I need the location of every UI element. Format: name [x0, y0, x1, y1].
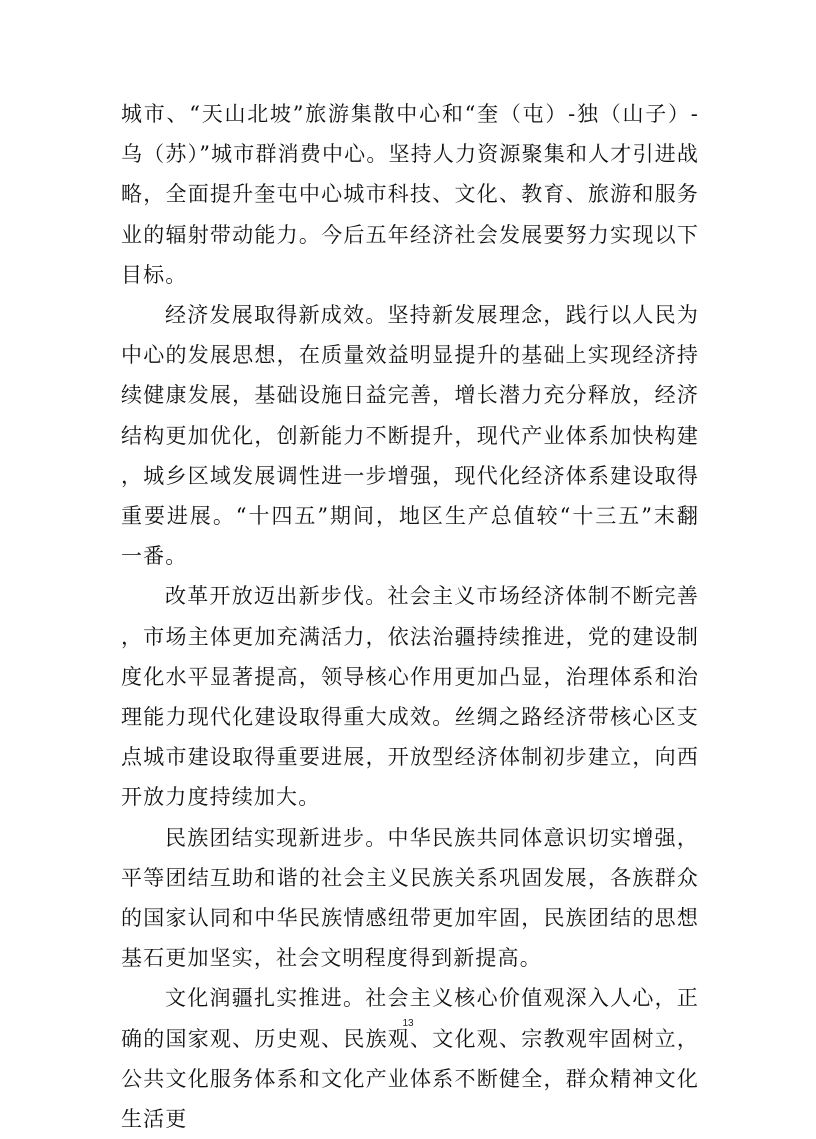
- paragraph-text: 城市、“天山北坡”旅游集散中心和“奎（屯）-独（山子）-乌（苏）”城市群消费中心。坚持人力资源聚集和人才引进战略，全面提升奎屯中心城市科技、文化、教育、旅游和服务业的辐射带动能力。今后五年经济社会发展要努力实现以下目标。: [121, 102, 699, 287]
- paragraph-reform-opening: [121, 576, 699, 817]
- paragraph-text: 中华民族共同体意识切实增强，平等团结互助和谐的社会主义民族关系巩固发展，各族群众的国家认同和中华民族情感纽带更加牢固，民族团结的思想基石更加坚实，社会文明程度得到新提高。: [121, 825, 699, 971]
- paragraph-text: 社会主义核心价值观深入人心，正确的国家观、历史观、民族观、文化观、宗教观牢固树立，公共文化服务体系和文化产业体系不断健全，群众精神文化生活更: [121, 986, 700, 1132]
- paragraph-economic-development: [121, 295, 699, 576]
- paragraph-lead: 改革开放迈出新步伐。: [165, 584, 388, 609]
- paragraph-lead: 经济发展取得新成效。: [165, 303, 388, 328]
- document-body: [121, 94, 699, 1139]
- paragraph-lead: 民族团结实现新进步。: [165, 825, 388, 850]
- paragraph-lead: 文化润疆扎实推进。: [165, 986, 366, 1011]
- paragraph-text: 社会主义市场经济体制不断完善，市场主体更加充满活力，依法治疆持续推进，党的建设制度化水平显著提高，领导核心作用更加凸显，治理体系和治理能力现代化建设取得重大成效。丝绸之路经济带核心区支点城市建设取得重要进展，开放型经济体制初步建立，向西开放力度持续加大。: [121, 584, 699, 810]
- page-number: 13: [402, 1018, 414, 1029]
- paragraph-ethnic-unity: [121, 818, 699, 979]
- paragraph-continuation: [121, 94, 699, 295]
- paragraph-cultural-development: [121, 978, 699, 1139]
- paragraph-text: 坚持新发展理念，践行以人民为中心的发展思想，在质量效益明显提升的基础上实现经济持续健康发展，基础设施日益完善，增长潜力充分释放，经济结构更加优化，创新能力不断提升，现代产业体系加快构建，城乡区域发展调性进一步增强，现代化经济体系建设取得重要进展。“十四五”期间，地区生产总值较“十三五”末翻一番。: [121, 303, 699, 569]
